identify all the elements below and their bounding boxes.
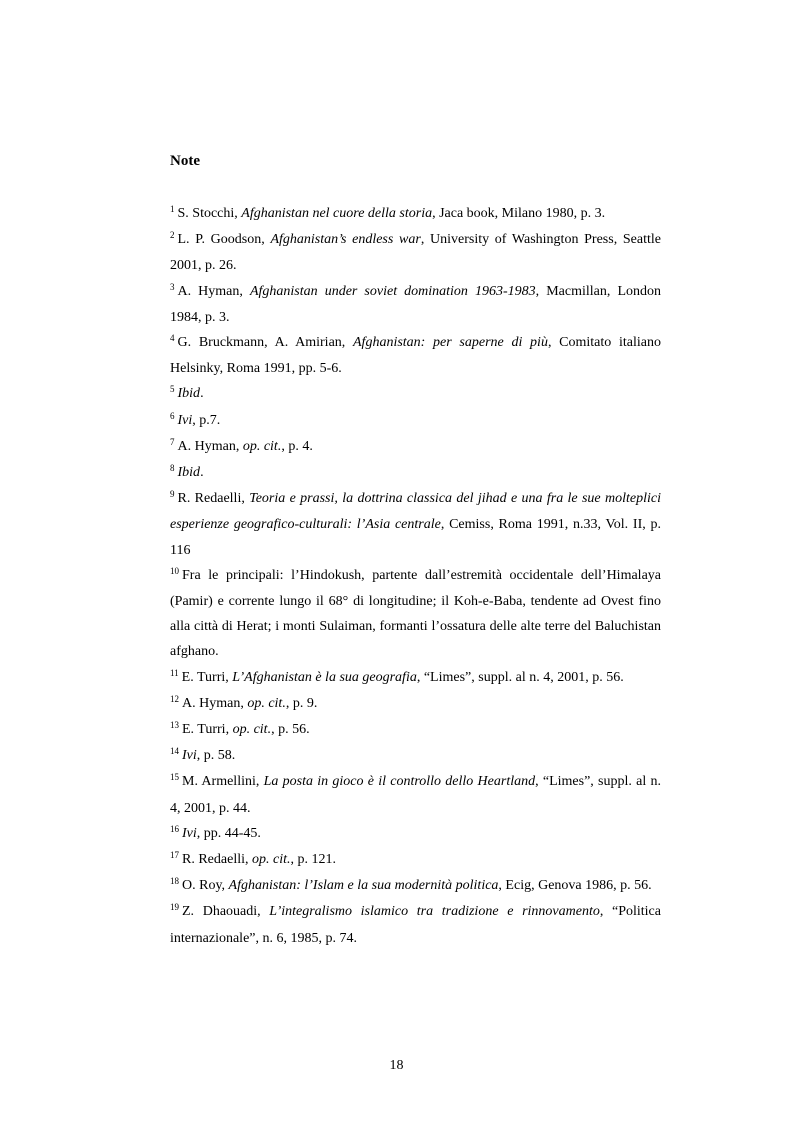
footnote-text: , pp. 44-45. <box>196 825 261 841</box>
footnote-text: , p. 58. <box>196 748 236 764</box>
footnote-text: A. Hyman, <box>182 695 248 711</box>
footnote-number: 16 <box>170 823 179 834</box>
footnote-title: L’Afghanistan è la sua geografia <box>232 669 417 685</box>
footnote-text: , Cemiss, Roma 1991, n.33, Vol. II, p. 116 <box>170 517 661 558</box>
footnote-10 <box>170 563 661 665</box>
footnote-text: , Ecig, Genova 1986, p. 56. <box>498 878 652 894</box>
footnote-number: 13 <box>170 720 179 731</box>
footnote-6 <box>170 408 661 434</box>
footnote-text: , Jaca book, Milano 1980, p. 3. <box>432 206 606 221</box>
footnote-title: La posta in gioco è il controllo dello Heartland <box>263 774 536 790</box>
footnote-title: Ivi <box>182 748 197 764</box>
footnote-title: op. cit. <box>232 722 272 738</box>
footnote-text: R. Redaelli, <box>177 491 250 507</box>
footnote-text: A. Hyman, <box>177 283 250 299</box>
footnote-5 <box>170 381 661 407</box>
footnote-text: . <box>200 386 204 402</box>
footnote-number: 4 <box>170 333 175 344</box>
footnote-title: Ivi <box>177 412 193 428</box>
footnote-title: Afghanistan: l’Islam e la sua modernità politica <box>228 878 499 894</box>
footnote-number: 6 <box>170 410 175 421</box>
notes-heading: Note <box>170 153 200 169</box>
footnote-title: Ivi <box>182 825 197 841</box>
footnote-text: M. Armellini, <box>182 774 264 790</box>
footnote-title: Ibid <box>177 386 201 402</box>
footnote-number: 18 <box>170 876 179 887</box>
footnote-number: 9 <box>170 489 175 500</box>
footnote-1 <box>170 201 661 227</box>
footnote-18 <box>170 873 661 899</box>
footnote-number: 17 <box>170 850 179 861</box>
footnote-12 <box>170 691 661 717</box>
footnote-number: 8 <box>170 463 175 474</box>
footnote-title: Afghanistan’s endless war <box>270 232 421 248</box>
footnote-number: 10 <box>170 565 179 576</box>
footnote-title: Afghanistan: per saperne di più <box>353 335 548 351</box>
footnote-title: op. cit. <box>242 438 282 454</box>
footnote-text: , “Politica internazionale”, n. 6, 1985, p. 74. <box>170 904 661 946</box>
footnote-13 <box>170 717 661 743</box>
footnote-4 <box>170 330 661 381</box>
footnote-7 <box>170 434 661 460</box>
footnote-text: G. Bruckmann, A. Amirian, <box>177 335 353 351</box>
footnote-number: 14 <box>170 746 179 757</box>
footnote-8 <box>170 460 661 486</box>
footnote-text: , “Limes”, suppl. al n. 4, 2001, p. 44. <box>170 774 661 816</box>
footnote-text: Fra le principali: l’Hindokush, partente dall’estremità occidentale dell’Himalaya (Pamir) e corrente lungo il 68° di longitudine; il Koh-e-Baba, tendente ad Ovest fino alla città di Herat; i monti Sulaiman, formanti l’ossatura delle alte terre del Baluchistan afghano. <box>170 567 661 660</box>
footnote-number: 2 <box>170 230 175 241</box>
footnote-text: R. Redaelli, <box>182 852 252 868</box>
footnote-text: E. Turri, <box>181 669 233 685</box>
footnote-text: Z. Dhaouadi, <box>182 904 270 920</box>
footnote-number: 5 <box>170 384 175 395</box>
footnote-text: E. Turri, <box>182 722 233 738</box>
page-number: 18 <box>389 1058 404 1073</box>
footnote-text: S. Stocchi, <box>177 206 242 221</box>
footnote-number: 12 <box>170 693 179 704</box>
footnote-number: 1 <box>170 204 175 214</box>
footnote-number: 15 <box>170 772 179 783</box>
footnote-text: , “Limes”, suppl. al n. 4, 2001, p. 56. <box>416 669 624 685</box>
footnote-19 <box>170 899 661 950</box>
footnote-number: 11 <box>170 667 179 678</box>
footnote-text: , p. 121. <box>290 852 336 868</box>
footnote-number: 3 <box>170 281 175 292</box>
footnote-title: op. cit. <box>252 852 291 868</box>
footnote-17 <box>170 847 661 873</box>
footnote-text: . <box>200 465 204 481</box>
footnote-15 <box>170 769 661 820</box>
footnote-title: Teoria e prassi, la dottrina classica del jihad e una fra le sue molteplici esperienze geografico-culturali: l’Asia centrale <box>170 491 661 533</box>
footnote-text: L. P. Goodson, <box>177 232 271 248</box>
footnote-text: , p. 9. <box>285 695 318 711</box>
footnote-text: , University of Washington Press, Seattle 2001, p. 26. <box>170 232 661 274</box>
footnote-title: op. cit. <box>247 695 286 711</box>
footnote-number: 19 <box>170 902 179 913</box>
footnote-9 <box>170 486 661 563</box>
footnote-title: L’integralismo islamico tra tradizione e rinnovamento <box>269 904 600 920</box>
footnote-3 <box>170 279 661 330</box>
footnote-text: , Comitato italiano Helsinky, Roma 1991, pp. 5-6. <box>170 335 661 377</box>
footnote-title: Afghanistan nel cuore della storia <box>241 206 433 221</box>
footnote-text: O. Roy, <box>182 878 229 894</box>
footnote-text: , p. 56. <box>271 722 310 738</box>
footnote-text: A. Hyman, <box>177 438 243 454</box>
footnote-16 <box>170 821 661 847</box>
footnote-text: , Macmillan, London 1984, p. 3. <box>170 283 662 325</box>
footnote-text: , p.7. <box>192 412 221 428</box>
footnote-list <box>170 201 661 951</box>
footnote-text: , p. 4. <box>281 438 313 454</box>
footnote-2 <box>170 227 661 278</box>
footnote-title: Ibid <box>177 465 201 481</box>
footnote-14 <box>170 743 661 769</box>
footnote-number: 7 <box>170 436 175 447</box>
footnote-11 <box>170 665 661 691</box>
footnote-title: Afghanistan under soviet domination 1963-1983 <box>249 283 536 299</box>
